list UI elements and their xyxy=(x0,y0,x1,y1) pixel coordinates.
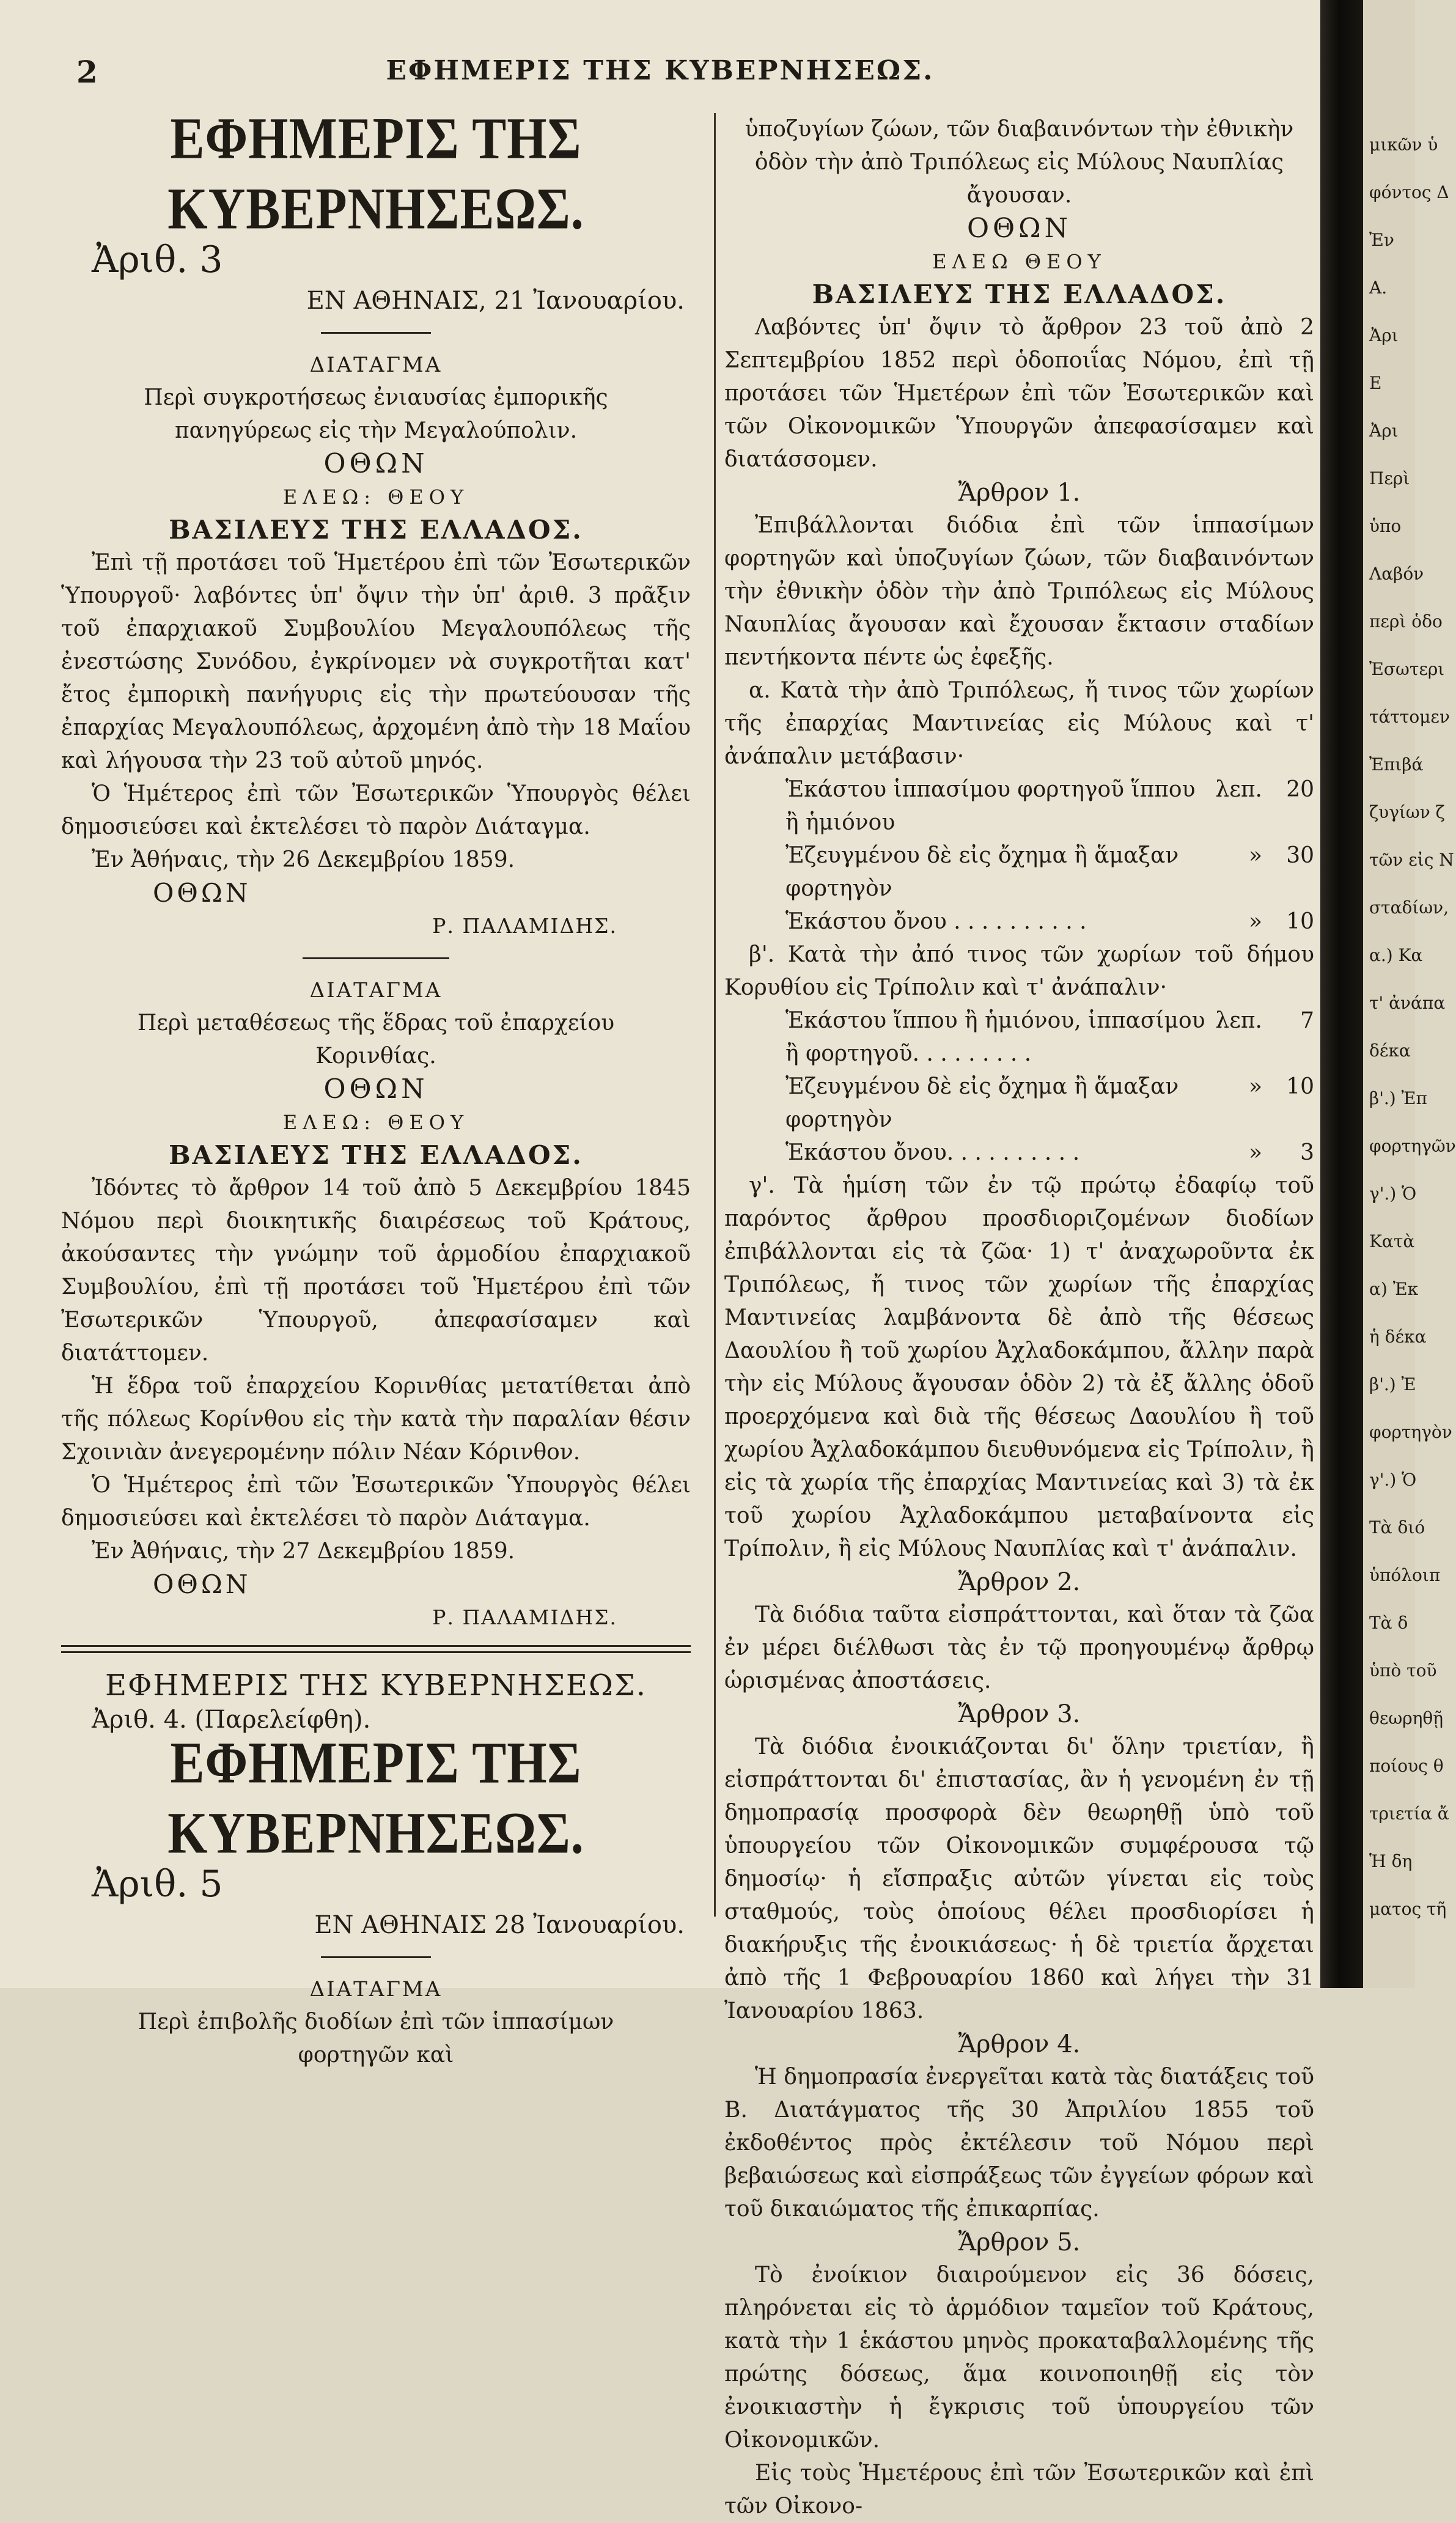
divider xyxy=(303,957,449,959)
fare-row xyxy=(785,839,1314,905)
next-page-fragment: Ε xyxy=(1369,373,1382,393)
running-title: ΕΦΗΜΕΡΙΣ ΤΗΣ ΚΥΒΕΡΝΗΣΕΩΣ. xyxy=(386,55,935,86)
next-page-fragment: ματος τῆ xyxy=(1369,1899,1447,1919)
decree1-paragraph: Ὁ Ἡμέτερος ἐπὶ τῶν Ἐσωτερικῶν Ὑπουργὸς θέλει δημοσιεύσει καὶ ἐκτελέσει τὸ παρὸν Διάταγμα. xyxy=(61,781,691,839)
fare-row xyxy=(785,1070,1314,1136)
fare-unit: » xyxy=(1248,1140,1262,1165)
fare-row xyxy=(785,905,1314,938)
next-page-fragment: γ'.) Ὁ xyxy=(1369,1184,1417,1204)
next-page-fragment: δέκα xyxy=(1369,1041,1411,1061)
next-page-fragment: ποίους θ xyxy=(1369,1756,1444,1776)
decree2-heading: ΔΙΑΤΑΓΜΑ xyxy=(309,978,443,1003)
fare-amount: 20 xyxy=(1286,777,1314,802)
next-page-fragment: Ἡ δη xyxy=(1369,1851,1413,1871)
fare-label: Ἑκάστου ἱππασίμου φορτηγοῦ ἵππου ἢ ἡμιόνου xyxy=(785,777,1196,835)
decree1-king-title: ΒΑΣΙΛΕΥΣ ΤΗΣ ΕΛΛΑΔΟΣ. xyxy=(169,515,583,545)
column-rule xyxy=(714,113,716,1917)
fare-amount: 10 xyxy=(1286,909,1314,934)
left-column xyxy=(61,106,691,2072)
fare-amount: 3 xyxy=(1300,1140,1314,1165)
issue5-title: ΕΦΗΜΕΡΙΣ ΤΗΣ ΚΥΒΕΡΝΗΣΕΩΣ. xyxy=(167,1730,584,1866)
next-page-fragment: ὑπο xyxy=(1369,516,1402,536)
decree2-paragraph: Ἡ ἕδρα τοῦ ἐπαρχείου Κορινθίας μετατίθεται ἀπὸ τῆς πόλεως Κορίνθου εἰς τὴν κατὰ τὴν παραλίαν θέσιν Σχοινιὰν ἀνεγερομένην πόλιν Νέαν Κόρινθον. xyxy=(61,1374,691,1465)
fare-amount: 10 xyxy=(1286,1074,1314,1099)
fare-label: Ἑκάστου ἵππου ἢ ἡμιόνου, ἱππασίμου ἢ φορτηγοῦ. . . . . . . . . xyxy=(785,1008,1205,1066)
decree3-grace: ΕΛΕΩ ΘΕΟΥ xyxy=(932,250,1106,273)
divider xyxy=(321,1956,431,1958)
section-divider xyxy=(61,1645,691,1653)
next-page-fragment: θεωρηθῇ xyxy=(1369,1708,1444,1728)
article-4-text: Ἡ δημοπρασία ἐνεργεῖται κατὰ τὰς διατάξεις τοῦ Β. Διατάγματος τῆς 30 Ἀπριλίου 1855 τοῦ ἐκδοθέντος πρὸς ἐκτέλεσιν τοῦ Νόμου περὶ βεβαιώσεως καὶ εἰσπράξεως τῶν ἐγγείων φόρων καὶ τοῦ δικαιώματος τῆς ἐπικαρπίας. xyxy=(724,2064,1314,2222)
next-page-fragment: Ἐν xyxy=(1369,230,1394,250)
next-page-fragment: τάττομεν xyxy=(1369,707,1450,727)
decree2-subject: Περὶ μεταθέσεως τῆς ἕδρας τοῦ ἐπαρχείου Κορινθίας. xyxy=(137,1011,615,1069)
fare-row xyxy=(785,1136,1314,1169)
decree3-preamble: Λαβόντες ὑπ' ὄψιν τὸ ἄρθρον 23 τοῦ ἀπὸ 2 Σεπτεμβρίου 1852 περὶ ὁδοποιΐας Νόμου, ἐπὶ τῇ προτάσει τῶν Ἡμετέρων ἐπὶ τῶν Ἐσωτερικῶν καὶ τῶν Οἰκονομικῶν Ὑπουργῶν ἀπεφασίσαμεν καὶ διατάσσομεν. xyxy=(724,315,1314,472)
issue3-title: ΕΦΗΜΕΡΙΣ ΤΗΣ ΚΥΒΕΡΝΗΣΕΩΣ. xyxy=(167,106,584,242)
fare-unit: » xyxy=(1248,1074,1262,1099)
next-page-fragment: ζυγίων ζ xyxy=(1369,802,1445,822)
clause-a: α. Κατὰ τὴν ἀπὸ Τριπόλεως, ἤ τινος τῶν χωρίων τῆς ἐπαρχίας Μαντινείας εἰς Μύλους καὶ τ' ἀνάπαλιν μετάβασιν· xyxy=(724,678,1314,769)
next-page-fragment: Τὰ δ xyxy=(1369,1613,1408,1633)
next-page-fragment: Ἀρι xyxy=(1369,325,1399,345)
article-4-title: Ἄρθρον 4. xyxy=(958,2030,1081,2058)
decree3-king: ΟΘΩΝ xyxy=(966,213,1072,244)
next-page-fragment: ὑπὸ τοῦ xyxy=(1369,1660,1437,1681)
fare-row xyxy=(785,1004,1314,1070)
article-2-title: Ἄρθρον 2. xyxy=(958,1568,1081,1596)
issue3-dateline: ΕΝ ΑΘΗΝΑΙΣ, 21 Ἰανουαρίου. xyxy=(306,287,685,315)
next-page-fragment: Ἐσωτερι xyxy=(1369,659,1445,679)
decree1-signature: ΟΘΩΝ xyxy=(153,878,251,908)
decree1-minister: Ρ. ΠΑΛΑΜΙΔΗΣ. xyxy=(432,914,617,938)
next-page-fragment: Ἀρι xyxy=(1369,421,1399,441)
issue4-title: ΕΦΗΜΕΡΙΣ ΤΗΣ ΚΥΒΕΡΝΗΣΕΩΣ. xyxy=(105,1668,647,1703)
clause-c: γ'. Τὰ ἡμίση τῶν ἐν τῷ πρώτῳ ἐδαφίῳ τοῦ παρόντος ἄρθρου προσδιοριζομένων διοδίων ἐπιβάλλονται εἰς τὰ ζῶα· 1) τ' ἀναχωροῦντα ἐκ Τριπόλεως, ἤ τινος τῶν χωρίων τῆς ἐπαρχίας Μαντινείας λαμβάνοντα δὲ ἀπὸ τῆς θέσεως Δαουλίου ἢ τοῦ χωρίου Ἀχλαδοκάμπου, ἄλλην παρὰ τὴν εἰς Μύλους ἄγουσαν ὁδὸν 2) τὰ ἐξ ἄλλης ὁδοῦ προερχόμενα καὶ διὰ τῆς θέσεως Δαουλίου ἢ τοῦ χωρίου Ἀχλαδοκάμπου διευθυνόμενα εἰς Τρίπολιν, ἢ εἰς τὰ χωρία τῆς ἐπαρχίας Μαντινείας καὶ 3) τὰ ἐκ τοῦ χωρίου Ἀχλαδοκάμπου μεταβαίνοντα εἰς Τρίπολιν, ἢ εἰς Μύλους Ναυπλίας καὶ τ' ἀνάπαλιν. xyxy=(724,1173,1314,1561)
issue5-number: Ἀριθ. 5 xyxy=(92,1863,223,1906)
article-1-title: Ἄρθρον 1. xyxy=(958,479,1081,507)
decree1-paragraph: Ἐπὶ τῇ προτάσει τοῦ Ἡμετέρου ἐπὶ τῶν Ἐσωτερικῶν Ὑπουργοῦ· λαβόντες ὑπ' ὄψιν τὴν ὑπ' ἀριθ. 3 πρᾶξιν τοῦ ἐπαρχιακοῦ Συμβουλίου Μεγαλουπόλεως τῆς ἐνεστώσης Συνόδου, ἐγκρίνομεν νὰ συγκροτῆται κατ' ἔτος ἐμπορικὴ πανήγυρις εἰς τὴν πρωτεύουσαν τῆς ἐπαρχίας Μεγαλουπόλεως, ἀρχομένη ἀπὸ τὴν 18 Μαΐου καὶ λήγουσα τὴν 23 τοῦ αὐτοῦ μηνός. xyxy=(61,550,691,773)
next-page-fragment: Ἐπιβά xyxy=(1369,754,1424,775)
decree2-signature: ΟΘΩΝ xyxy=(153,1569,251,1599)
divider xyxy=(321,332,431,334)
next-page-fragment: γ'.) Ὁ xyxy=(1369,1470,1417,1490)
article-2-text: Τὰ διόδια ταῦτα εἰσπράττονται, καὶ ὅταν τὰ ζῶα ἐν μέρει διέλθωσι τὰς ἐν τῷ προηγουμένῳ ἄρθρῳ ὡρισμένας ἀποστάσεις. xyxy=(724,1602,1314,1693)
fare-label: Ἐζευγμένου δὲ εἰς ὄχημα ἢ ἅμαξαν φορτηγὸν xyxy=(785,843,1179,901)
decree2-king: ΟΘΩΝ xyxy=(323,1074,428,1105)
decree2-paragraph: Ὁ Ἡμέτερος ἐπὶ τῶν Ἐσωτερικῶν Ὑπουργὸς θέλει δημοσιεύσει καὶ ἐκτελέσει τὸ παρὸν Διάταγμα. xyxy=(61,1473,691,1531)
book-gutter xyxy=(1320,0,1363,1988)
fare-unit: λεπ. xyxy=(1215,777,1262,802)
decree2-place-date: Ἐν Ἀθήναις, τὴν 27 Δεκεμβρίου 1859. xyxy=(92,1539,515,1564)
article-5-text: Τὸ ἐνοίκιον διαιρούμενον εἰς 36 δόσεις, πληρόνεται εἰς τὸ ἁρμόδιον ταμεῖον τοῦ Κράτους, κατὰ τὴν 1 ἑκάστου μηνὸς προκαταβαλλομένης τῆς πρώτης δόσεως, ἅμα κοινοποιηθῇ εἰς τὸν ἐνοικιαστὴν ἡ ἔγκρισις τοῦ ὑπουργείου τῶν Οἰκονομικῶν. xyxy=(724,2263,1314,2453)
next-page-fragment: α.) Κα xyxy=(1369,945,1423,965)
decree1-place-date: Ἐν Ἀθήναις, τὴν 26 Δεκεμβρίου 1859. xyxy=(92,847,515,872)
next-page-fragment: φορτηγὸν xyxy=(1369,1422,1452,1442)
issue5-dateline: ΕΝ ΑΘΗΝΑΙΣ 28 Ἰανουαρίου. xyxy=(314,1911,685,1939)
next-page-fragment: ὑπόλοιπ xyxy=(1369,1565,1441,1585)
right-column xyxy=(724,113,1314,2523)
next-page-fragment: φορτηγῶν xyxy=(1369,1136,1456,1156)
decree3-king-title: ΒΑΣΙΛΕΥΣ ΤΗΣ ΕΛΛΑΔΟΣ. xyxy=(812,279,1227,309)
fare-unit: » xyxy=(1248,909,1262,934)
closing-line: Εἰς τοὺς Ἡμετέρους ἐπὶ τῶν Ἐσωτερικῶν καὶ ἐπὶ τῶν Οἰκονο- xyxy=(724,2461,1314,2519)
next-page-fragment: α) Ἐκ xyxy=(1369,1279,1419,1299)
fare-label: Ἑκάστου ὄνου . . . . . . . . . . xyxy=(785,909,1087,934)
article-1-text: Ἐπιβάλλονται διόδια ἐπὶ τῶν ἱππασίμων φορτηγῶν καὶ ὑποζυγίων ζώων, τῶν διαβαινόντων τὴν ἐθνικὴν ὁδὸν τὴν ἀπὸ Τριπόλεως εἰς Μύλους Ναυπλίας ἄγουσαν καὶ ἔχουσαν ἔκτασιν σταδίων πεντήκοντα πέντε ὡς ἐφεξῆς. xyxy=(724,513,1314,670)
article-3-title: Ἄρθρον 3. xyxy=(958,1700,1081,1728)
fare-amount: 7 xyxy=(1300,1008,1314,1033)
next-page-fragment: μικῶν ὑ xyxy=(1369,134,1438,155)
fare-unit: » xyxy=(1248,843,1262,868)
next-page-fragment: τ' ἀνάπα xyxy=(1369,993,1446,1013)
decree1-king: ΟΘΩΝ xyxy=(323,448,428,479)
fare-row xyxy=(785,773,1314,839)
decree1-grace: ΕΛΕΩ: ΘΕΟΥ xyxy=(282,485,469,509)
decree3-subject-continued: ὑποζυγίων ζώων, τῶν διαβαινόντων τὴν ἐθνικὴν ὁδὸν τὴν ἀπὸ Τριπόλεως εἰς Μύλους Ναυπλίας ἄγουσαν. xyxy=(745,117,1294,208)
next-page-edge xyxy=(1363,0,1456,1988)
next-page-fragment: περὶ ὁδο xyxy=(1369,611,1443,632)
decree2-paragraph: Ἰδόντες τὸ ἄρθρον 14 τοῦ ἀπὸ 5 Δεκεμβρίου 1845 Νόμου περὶ διοικητικῆς διαιρέσεως τοῦ Κράτους, ἀκούσαντες τὴν γνώμην τοῦ ἁρμοδίου ἐπαρχιακοῦ Συμβουλίου, ἐπὶ τῇ προτάσει τοῦ Ἡμετέρου ἐπὶ τῶν Ἐσωτερικῶν Ὑπουργοῦ, ἀπεφασίσαμεν καὶ διατάττομεν. xyxy=(61,1176,691,1366)
page-number: 2 xyxy=(76,54,98,90)
fare-label: Ἑκάστου ὄνου. . . . . . . . . . xyxy=(785,1140,1080,1165)
next-page-fragment: β'.) Ἐπ xyxy=(1369,1088,1427,1108)
next-page-fragment: φόντος Δ xyxy=(1369,182,1449,202)
decree3-heading: ΔΙΑΤΑΓΜΑ xyxy=(309,1977,443,2002)
decree3-subject: Περὶ ἐπιβολῆς διοδίων ἐπὶ τῶν ἱππασίμων φορτηγῶν καὶ xyxy=(138,2009,614,2068)
article-5-title: Ἄρθρον 5. xyxy=(958,2228,1081,2256)
next-page-fragment: Λαβόν xyxy=(1369,564,1424,584)
issue3-number: Ἀριθ. 3 xyxy=(92,238,223,281)
next-page-fragment: ἡ δέκα xyxy=(1369,1327,1427,1347)
decree2-king-title: ΒΑΣΙΛΕΥΣ ΤΗΣ ΕΛΛΑΔΟΣ. xyxy=(169,1140,583,1170)
clause-b: β'. Κατὰ τὴν ἀπό τινος τῶν χωρίων τοῦ δήμου Κορυθίου εἰς Τρίπολιν καὶ τ' ἀνάπαλιν· xyxy=(724,942,1314,1000)
issue4-number: Ἀριθ. 4. (Παρελείφθη). xyxy=(92,1706,371,1734)
decree2-minister: Ρ. ΠΑΛΑΜΙΔΗΣ. xyxy=(432,1605,617,1629)
next-page-fragment: Α. xyxy=(1369,278,1388,298)
decree2-grace: ΕΛΕΩ: ΘΕΟΥ xyxy=(282,1111,469,1134)
fare-amount: 30 xyxy=(1286,843,1314,868)
decree1-subject: Περὶ συγκροτήσεως ἐνιαυσίας ἐμπορικῆς πανηγύρεως εἰς τὴν Μεγαλούπολιν. xyxy=(144,385,608,443)
fare-unit: λεπ. xyxy=(1215,1008,1262,1033)
next-page-fragment: β'.) Ἐ xyxy=(1369,1374,1416,1394)
next-page-fragment: Τὰ διό xyxy=(1369,1517,1425,1538)
fare-label: Ἐζευγμένου δὲ εἰς ὄχημα ἢ ἅμαξαν φορτηγὸν xyxy=(785,1074,1179,1132)
decree1-heading: ΔΙΑΤΑΓΜΑ xyxy=(309,353,443,377)
article-3-text: Τὰ διόδια ἐνοικιάζονται δι' ὅλην τριετίαν, ἢ εἰσπράττονται δι' ἐπιστασίας, ἂν ἡ γενομένη ἐν τῇ δημοπρασίᾳ προσφορὰ δὲν θεωρηθῇ ὑπὸ τοῦ ὑπουργείου τῶν Οἰκονομικῶν συμφέρουσα τῷ δημοσίῳ· ἡ εἴσπραξις αὐτῶν γίνεται εἰς τοὺς σταθμούς, τοὺς ὁποίους θέλει προσδιορίσει ἡ διακήρυξις τῆς ἐνοικιάσεως· ἡ δὲ τριετία ἄρχεται ἀπὸ τῆς 1 Φεβρουαρίου 1860 καὶ λήγει τὴν 31 Ἰανουαρίου 1863. xyxy=(724,1734,1314,2024)
next-page-fragment: τριετία ἄ xyxy=(1369,1803,1449,1824)
next-page-fragment: τῶν εἰς Ν xyxy=(1369,850,1454,870)
next-page-fragment: Περὶ xyxy=(1369,468,1410,488)
next-page-fragment: σταδίων, xyxy=(1369,897,1449,918)
next-page-fragment: Κατὰ xyxy=(1369,1231,1415,1251)
